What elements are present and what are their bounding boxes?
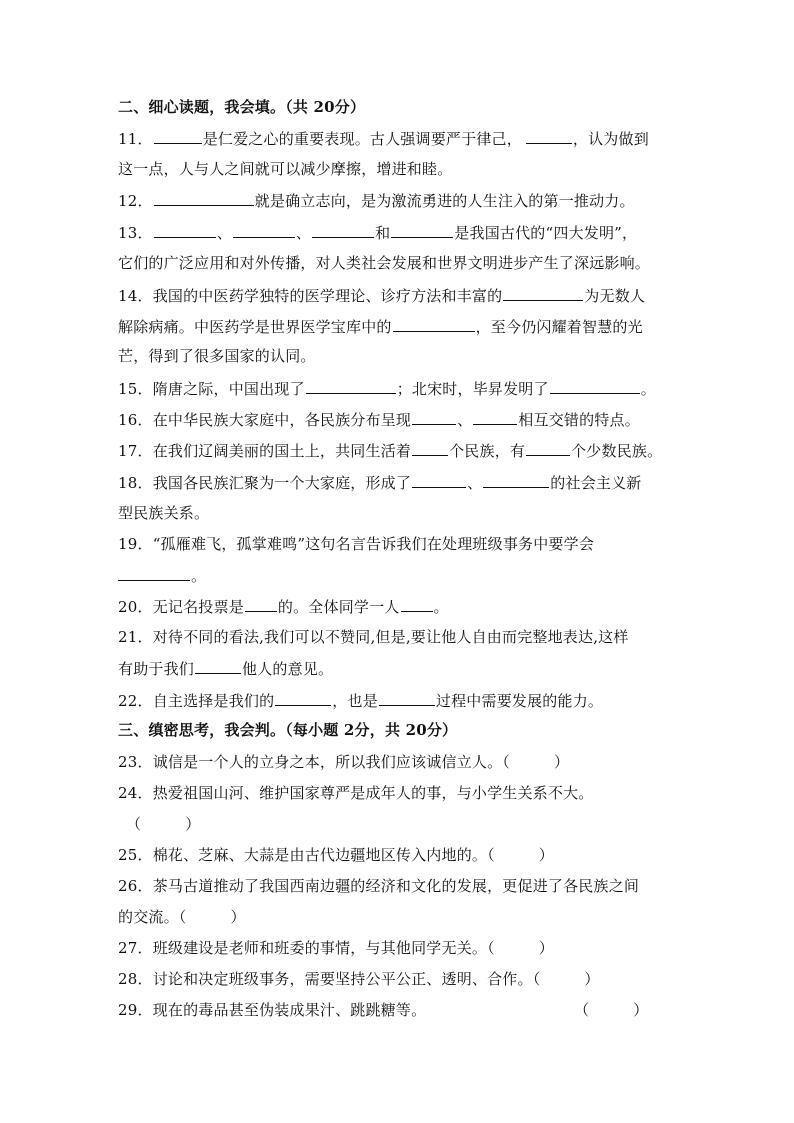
paren-close: ）	[584, 970, 600, 988]
question-22	[118, 690, 603, 711]
question-text: 我国的中医药学独特的医学理论、诊疗方法和丰富的	[152, 287, 503, 305]
question-17	[118, 440, 662, 461]
question-number: 25．	[118, 846, 153, 864]
question-text: ，也是	[332, 692, 378, 710]
section-heading-true-false	[118, 720, 457, 740]
question-text: 是我国古代的“四大发明”，	[454, 224, 638, 242]
question-26-continued	[118, 907, 246, 927]
question-number: 28．	[118, 970, 153, 988]
question-text: 就是确立志向，是为激流勇进的人生注入的第一推动力。	[254, 192, 635, 210]
separator: 、	[457, 411, 473, 429]
question-number: 22．	[118, 692, 153, 710]
question-number: 16．	[118, 411, 153, 429]
question-number: 14．	[118, 287, 153, 305]
heading-text: 三、缜密思考，我会判。（每小题 2分，共 20分）	[118, 721, 458, 739]
question-29	[118, 1000, 426, 1020]
answer-blank[interactable]	[393, 316, 475, 332]
answer-blank[interactable]	[503, 285, 583, 301]
question-number: 11．	[118, 130, 153, 148]
question-text: 它们的广泛应用和对外传播，对人类社会发展和世界文明进步产生了深远影响。	[118, 254, 651, 272]
separator: 、	[295, 224, 312, 242]
question-text: 有助于我们	[118, 660, 195, 678]
question-text: 在中华民族大家庭中，各民族分布呈现	[152, 411, 412, 429]
section-heading-fill-in	[118, 97, 365, 117]
answer-blank[interactable]	[245, 596, 277, 612]
question-16	[118, 409, 640, 430]
question-text: 隋唐之际，中国出现了	[152, 380, 305, 398]
answer-blank[interactable]	[550, 378, 640, 394]
question-text: 是仁爱之心的重要表现。古人强调要严于律己，	[202, 130, 522, 148]
question-number: 12．	[118, 192, 153, 210]
question-text: 。	[433, 598, 449, 616]
answer-blank[interactable]	[401, 596, 433, 612]
question-text: 班级建设是老师和班委的事情，与其他同学无关。（	[152, 939, 495, 957]
question-text: 对待不同的看法,我们可以不赞同,但是,要让他人自由而完整地表达,这样	[152, 628, 629, 646]
question-text: 的。全体同学一人	[277, 598, 400, 616]
answer-blank[interactable]	[526, 440, 570, 456]
answer-blank[interactable]	[412, 409, 456, 425]
paren-open: （	[574, 1001, 590, 1019]
question-text: “孤雁难飞，孤掌难鸣”这句名言告诉我们在处理班级事务中要学会	[152, 535, 595, 553]
paren-close: ）	[633, 1001, 649, 1019]
question-number: 26．	[118, 877, 153, 895]
question-24-answer	[126, 814, 200, 834]
question-28	[118, 969, 600, 989]
question-text: 型民族关系。	[118, 504, 210, 522]
heading-text: 二、细心读题，我会填。（共 20分）	[118, 98, 366, 116]
paren-close: ）	[538, 939, 554, 957]
question-12	[118, 190, 635, 211]
question-text: 。	[191, 567, 207, 585]
question-number: 15．	[118, 380, 153, 398]
answer-blank[interactable]	[391, 222, 453, 238]
question-23	[118, 752, 569, 772]
question-number: 29．	[118, 1001, 153, 1019]
question-number: 19．	[118, 535, 153, 553]
question-number: 23．	[118, 753, 153, 771]
question-text: 自主选择是我们的	[152, 692, 275, 710]
question-text: 他人的意见。	[242, 660, 334, 678]
answer-blank[interactable]	[154, 222, 216, 238]
answer-blank[interactable]	[412, 472, 466, 488]
question-21	[118, 627, 629, 647]
answer-blank[interactable]	[306, 378, 396, 394]
question-text: 这一点，人与人之间就可以减少摩擦，增进和睦。	[118, 160, 453, 178]
question-14-line2	[118, 316, 643, 337]
question-number: 27．	[118, 939, 153, 957]
separator: 、	[216, 224, 232, 242]
question-19	[118, 534, 594, 554]
paren-close: ）	[230, 908, 246, 926]
separator: 、	[467, 474, 483, 492]
paren-close: ）	[538, 846, 554, 864]
question-text: 现在的毒品甚至伪装成果汁、跳跳糖等。	[152, 1001, 427, 1019]
question-13	[118, 222, 637, 243]
question-text: 过程中需要发展的能力。	[435, 692, 604, 710]
question-15	[118, 378, 656, 399]
question-19-continued	[118, 565, 206, 586]
question-text: 诚信是一个人的立身之本，所以我们应该诚信立人。（	[152, 753, 510, 771]
question-27	[118, 938, 554, 958]
answer-blank[interactable]	[483, 472, 549, 488]
question-text: 热爱祖国山河、维护国家尊严是成年人的事，与小学生关系不大。	[152, 784, 594, 802]
question-text: 相互交错的特点。	[518, 411, 640, 429]
answer-blank[interactable]	[195, 658, 241, 674]
question-number: 17．	[118, 442, 153, 460]
question-text: 芒，得到了很多国家的认同。	[118, 347, 316, 365]
question-29-answer	[574, 1000, 648, 1020]
question-24	[118, 783, 594, 803]
answer-blank[interactable]	[275, 690, 331, 706]
question-text: 个少数民族。	[571, 442, 663, 460]
answer-blank[interactable]	[412, 440, 448, 456]
question-text: 讨论和决定班级事务，需要坚持公平公正、透明、合作。（	[152, 970, 541, 988]
question-11-continued	[118, 159, 452, 179]
question-18	[118, 472, 642, 493]
question-text: 解除病痛。中医药学是世界医学宝库中的	[118, 318, 392, 336]
question-text: 。	[640, 380, 656, 398]
paren-close: ）	[185, 815, 201, 833]
separator: 和	[375, 224, 391, 242]
answer-blank[interactable]	[233, 222, 295, 238]
question-number: 20．	[118, 598, 153, 616]
answer-blank[interactable]	[526, 128, 572, 144]
question-text: ，至今仍闪耀着智慧的光	[475, 318, 643, 336]
question-text: 个民族，有	[449, 442, 526, 460]
question-text: 茶马古道推动了我国西南边疆的经济和文化的发展，更促进了各民族之间	[152, 877, 640, 895]
question-25	[118, 845, 554, 865]
question-number: 13．	[118, 224, 153, 242]
question-13-continued	[118, 253, 650, 273]
question-text: ，认为做到	[572, 130, 649, 148]
answer-blank[interactable]	[312, 222, 374, 238]
answer-blank[interactable]	[154, 190, 254, 206]
question-text: 的社会主义新	[550, 474, 642, 492]
question-text: 的交流。（	[118, 908, 187, 926]
question-text: 棉花、芝麻、大蒜是由古代边疆地区传入内地的。（	[152, 846, 495, 864]
question-26	[118, 876, 639, 896]
question-11	[118, 128, 649, 149]
question-text: ；北宋时，毕昇发明了	[396, 380, 549, 398]
answer-blank[interactable]	[473, 409, 517, 425]
paren-close: ）	[554, 753, 570, 771]
question-number: 21．	[118, 628, 153, 646]
question-18-continued	[118, 503, 209, 523]
question-text: 无记名投票是	[152, 598, 244, 616]
answer-blank[interactable]	[118, 565, 190, 581]
question-20	[118, 596, 449, 617]
paren-open: （	[126, 815, 142, 833]
question-text: 为无数人	[584, 287, 646, 305]
question-number: 18．	[118, 474, 153, 492]
question-14	[118, 285, 645, 306]
question-14-line3	[118, 346, 316, 366]
question-text: 我国各民族汇聚为一个大家庭，形成了	[152, 474, 412, 492]
question-number: 24．	[118, 784, 153, 802]
answer-blank[interactable]	[379, 690, 435, 706]
question-21-continued	[118, 658, 333, 679]
answer-blank[interactable]	[154, 128, 202, 144]
question-text: 在我们辽阔美丽的国土上，共同生活着	[152, 442, 412, 460]
